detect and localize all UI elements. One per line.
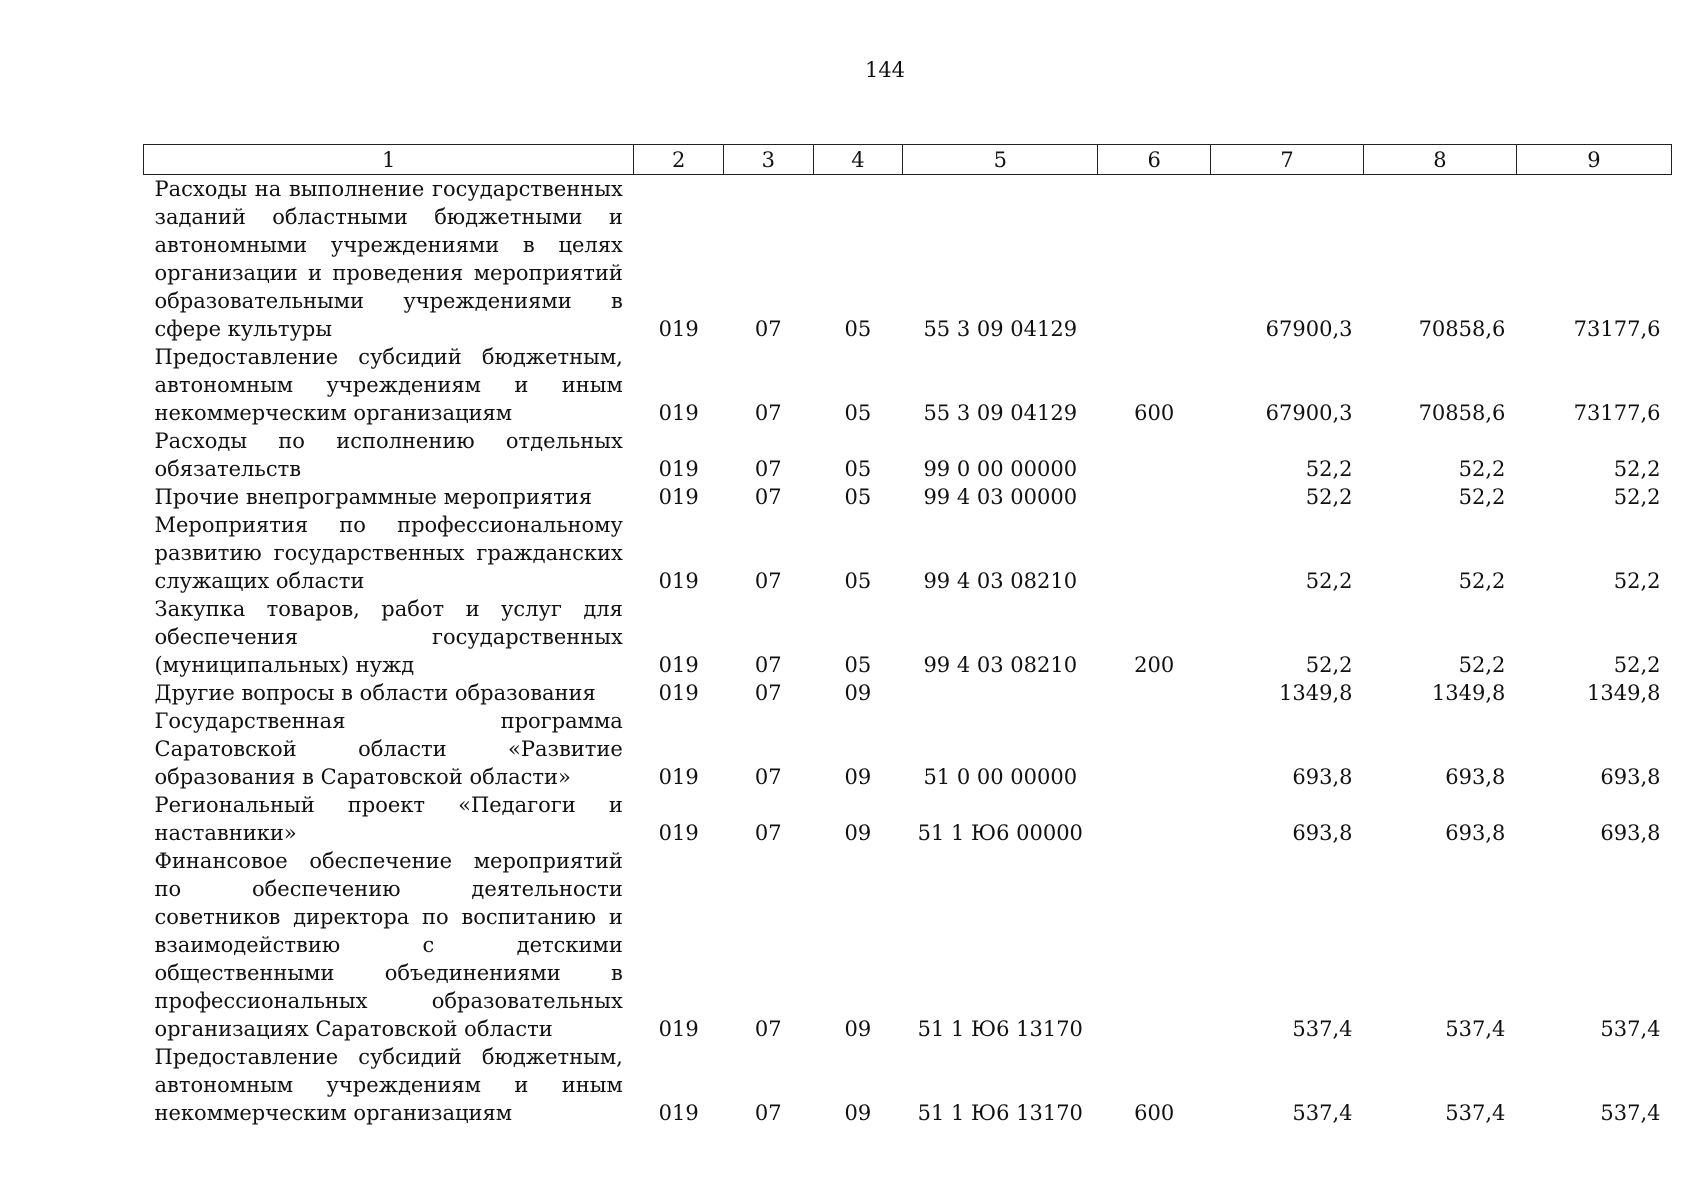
table-row (144, 707, 1672, 791)
target-article-code: 51 1 Ю6 13170 (917, 1101, 1083, 1125)
amount-col-7: 1349,8 (1279, 681, 1353, 705)
subsection-code: 09 (844, 765, 872, 789)
expense-type-code: 600 (1134, 401, 1175, 425)
section-code: 07 (754, 569, 782, 593)
row-name: Финансовое обеспечение мероприятий по обеспечению деятельности советников директора по воспитанию и взаимодействию с детскими общественными объединениями в профессиональных образовательных организациях Саратовской области (154, 849, 623, 1041)
row-name: Региональный проект «Педагоги и наставники» (154, 793, 623, 845)
header-col-1: 1 (144, 145, 634, 175)
subsection-code: 09 (844, 1101, 872, 1125)
ministry-code: 019 (658, 821, 699, 845)
subsection-code: 05 (844, 485, 872, 509)
ministry-code: 019 (658, 485, 699, 509)
amount-col-8: 52,2 (1458, 653, 1506, 677)
table-row (144, 679, 1672, 707)
header-col-7: 7 (1211, 145, 1364, 175)
amount-col-7: 52,2 (1305, 569, 1353, 593)
row-name: Предоставление субсидий бюджетным, автономным учреждениям и иным некоммерческим организациям (154, 1045, 623, 1125)
section-code: 07 (754, 765, 782, 789)
table-row (144, 847, 1672, 1043)
subsection-code: 09 (844, 821, 872, 845)
table-header (144, 145, 1672, 175)
amount-col-8: 52,2 (1458, 457, 1506, 481)
expense-type-code (1098, 511, 1211, 595)
target-article-code: 55 3 09 04129 (923, 317, 1078, 341)
expense-type-code (1098, 175, 1211, 344)
table-row (144, 427, 1672, 483)
amount-col-7: 693,8 (1292, 821, 1353, 845)
ministry-code: 019 (658, 681, 699, 705)
header-col-2: 2 (634, 145, 724, 175)
subsection-code: 05 (844, 569, 872, 593)
amount-col-8: 70858,6 (1418, 317, 1506, 341)
row-name: Мероприятия по профессиональному развитию государственных гражданских служащих области (154, 513, 623, 593)
expense-type-code (1098, 427, 1211, 483)
expense-type-code (1098, 483, 1211, 511)
table-row (144, 343, 1672, 427)
amount-col-9: 1349,8 (1587, 681, 1661, 705)
amount-col-9: 52,2 (1613, 485, 1661, 509)
amount-col-9: 537,4 (1600, 1017, 1661, 1041)
ministry-code: 019 (658, 653, 699, 677)
amount-col-9: 693,8 (1600, 821, 1661, 845)
row-name: Расходы по исполнению отдельных обязательств (154, 429, 623, 481)
table-row (144, 1043, 1672, 1127)
header-col-5: 5 (903, 145, 1098, 175)
header-col-8: 8 (1364, 145, 1517, 175)
amount-col-8: 52,2 (1458, 485, 1506, 509)
amount-col-7: 52,2 (1305, 457, 1353, 481)
ministry-code: 019 (658, 457, 699, 481)
row-name: Государственная программа Саратовской области «Развитие образования в Саратовской области» (154, 709, 623, 789)
page-number: 144 (864, 58, 906, 82)
target-article-code: 99 4 03 08210 (923, 653, 1078, 677)
budget-table (143, 144, 1672, 1127)
amount-col-7: 537,4 (1292, 1101, 1353, 1125)
section-code: 07 (754, 681, 782, 705)
target-article-code: 51 0 00 00000 (923, 765, 1078, 789)
ministry-code: 019 (658, 765, 699, 789)
amount-col-9: 73177,6 (1573, 317, 1661, 341)
table-body (144, 175, 1672, 1128)
table-row (144, 791, 1672, 847)
ministry-code: 019 (658, 401, 699, 425)
section-code: 07 (754, 1101, 782, 1125)
amount-col-8: 1349,8 (1431, 681, 1506, 705)
row-name: Расходы на выполнение государственных заданий областными бюджетными и автономными учреждениями в целях организации и проведения мероприятий образовательными учреждениями в сфере культуры (154, 177, 623, 341)
ministry-code: 019 (658, 569, 699, 593)
section-code: 07 (754, 457, 782, 481)
amount-col-7: 67900,3 (1265, 317, 1353, 341)
table-row (144, 595, 1672, 679)
target-article-code: 51 1 Ю6 13170 (917, 1017, 1083, 1041)
header-col-6: 6 (1098, 145, 1211, 175)
target-article-code (903, 679, 1098, 707)
amount-col-9: 693,8 (1600, 765, 1661, 789)
expense-type-code: 200 (1134, 653, 1175, 677)
subsection-code: 05 (844, 457, 872, 481)
amount-col-8: 537,4 (1445, 1017, 1506, 1041)
table-header-row (144, 145, 1672, 175)
expense-type-code: 600 (1134, 1101, 1175, 1125)
amount-col-7: 52,2 (1305, 485, 1353, 509)
header-col-4: 4 (813, 145, 903, 175)
amount-col-8: 52,2 (1458, 569, 1506, 593)
table-row (144, 483, 1672, 511)
expense-type-code (1098, 707, 1211, 791)
amount-col-8: 693,8 (1445, 821, 1506, 845)
section-code: 07 (754, 317, 782, 341)
subsection-code: 05 (844, 401, 872, 425)
row-name: Предоставление субсидий бюджетным, автономным учреждениям и иным некоммерческим организациям (154, 345, 623, 425)
section-code: 07 (754, 401, 782, 425)
amount-col-8: 537,4 (1445, 1101, 1506, 1125)
amount-col-8: 70858,6 (1418, 401, 1506, 425)
ministry-code: 019 (658, 317, 699, 341)
expense-type-code (1098, 847, 1211, 1043)
amount-col-9: 52,2 (1613, 457, 1661, 481)
amount-col-9: 52,2 (1613, 569, 1661, 593)
target-article-code: 55 3 09 04129 (923, 401, 1078, 425)
target-article-code: 51 1 Ю6 00000 (917, 821, 1083, 845)
row-name: Закупка товаров, работ и услуг для обеспечения государственных (муниципальных) нужд (154, 597, 623, 677)
header-col-9: 9 (1516, 145, 1671, 175)
row-name: Другие вопросы в области образования (154, 681, 596, 705)
section-code: 07 (754, 485, 782, 509)
target-article-code: 99 0 00 00000 (923, 457, 1078, 481)
row-name: Прочие внепрограммные мероприятия (154, 485, 593, 509)
ministry-code: 019 (658, 1101, 699, 1125)
section-code: 07 (754, 821, 782, 845)
amount-col-7: 67900,3 (1265, 401, 1353, 425)
table-row (144, 511, 1672, 595)
amount-col-9: 537,4 (1600, 1101, 1661, 1125)
subsection-code: 09 (844, 681, 872, 705)
header-col-3: 3 (723, 145, 813, 175)
table-row (144, 175, 1672, 344)
amount-col-7: 52,2 (1305, 653, 1353, 677)
target-article-code: 99 4 03 08210 (923, 569, 1078, 593)
amount-col-7: 693,8 (1292, 765, 1353, 789)
subsection-code: 09 (844, 1017, 872, 1041)
expense-type-code (1098, 679, 1211, 707)
section-code: 07 (754, 653, 782, 677)
target-article-code: 99 4 03 00000 (923, 485, 1078, 509)
subsection-code: 05 (844, 653, 872, 677)
amount-col-8: 693,8 (1445, 765, 1506, 789)
ministry-code: 019 (658, 1017, 699, 1041)
expense-type-code (1098, 791, 1211, 847)
amount-col-9: 52,2 (1613, 653, 1661, 677)
amount-col-7: 537,4 (1292, 1017, 1353, 1041)
subsection-code: 05 (844, 317, 872, 341)
amount-col-9: 73177,6 (1573, 401, 1661, 425)
section-code: 07 (754, 1017, 782, 1041)
